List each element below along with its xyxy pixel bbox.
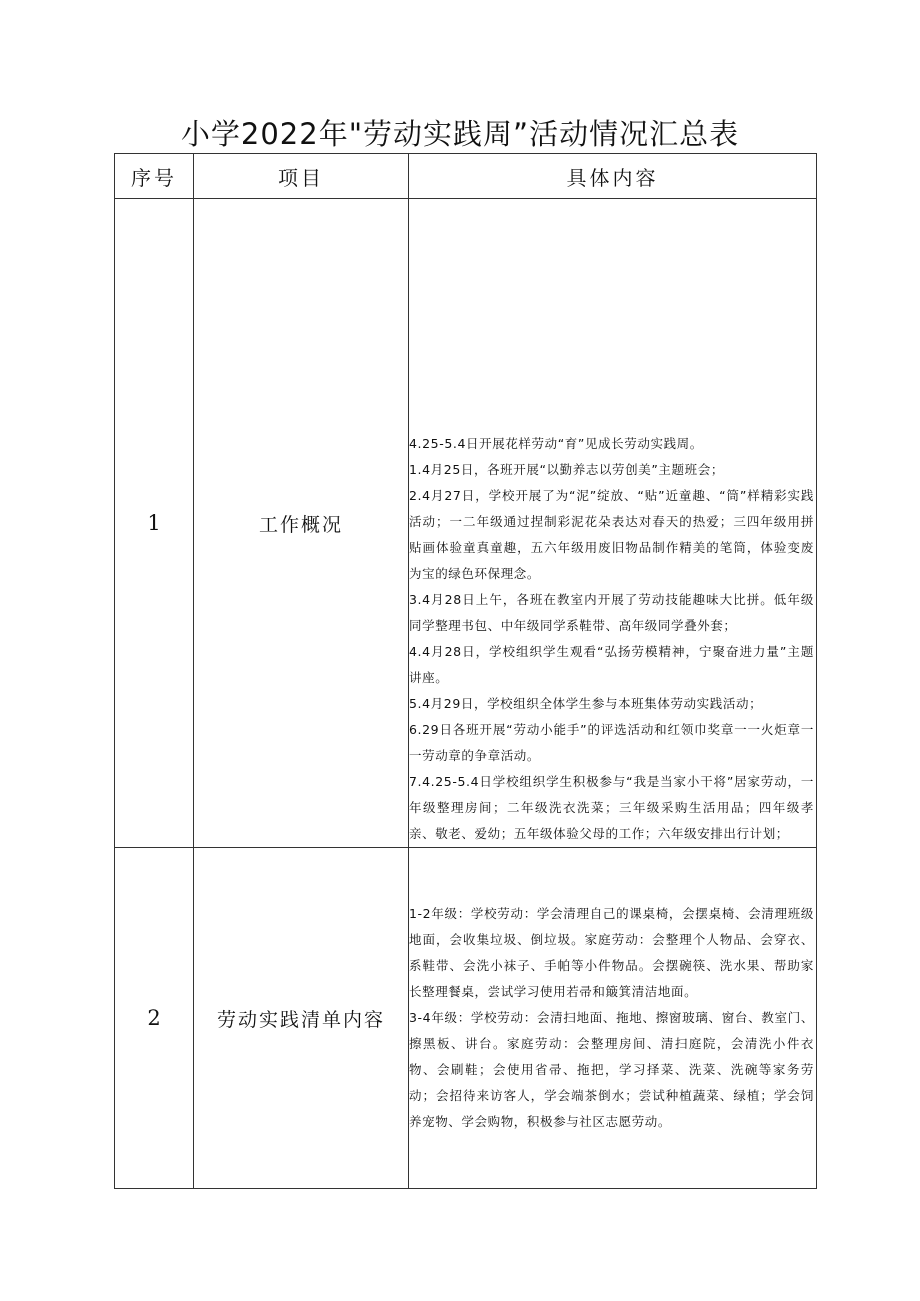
content-paragraph: 6.29日各班开展“劳动小能手”的评选活动和红领巾奖章一一火炬章一一劳动章的争章活动。 [409,722,814,763]
header-no: 序号 [115,154,194,199]
row-content [409,199,817,848]
header-item: 项目 [194,154,409,199]
content-paragraph: 3.4月28日上午，各班在教室内开展了劳动技能趣味大比拼。低年级同学整理书包、中年级同学系鞋带、高年级同学叠外套； [409,592,814,633]
content-paragraph: 3-4年级：学校劳动：会清扫地面、拖地、擦窗玻璃、窗台、教室门、擦黑板、讲台。家庭劳动：会整理房间、清扫庭院，会清洗小件衣物、会刷鞋；会使用省帚、拖把，学习择菜、洗菜、洗碗等家务劳动；会招待来访客人，学会端茶倒水；尝试种植蔬菜、绿植；学会饲养宠物、学会购物，积极参与社区志愿劳动。 [409,1010,814,1129]
content-paragraph: 2.4月27日，学校开展了为“泥”绽放、“贴”近童趣、“筒”样精彩实践活动；一二年级通过捏制彩泥花朵表达对春天的热爱；三四年级用拼贴画体验童真童趣，五六年级用废旧物品制作精美的笔筒，体验变废为宝的绿色环保理念。 [409,488,815,581]
row-number: 2 [115,848,194,1189]
content-paragraph: 1.4月25日，各班开展“以勤养志以劳创美”主题班会； [409,462,724,477]
content-paragraph: 4.25-5.4日开展花样劳动“育”见成长劳动实践周。 [409,436,703,451]
header-content: 具体内容 [409,154,817,199]
row-content [409,848,817,1189]
summary-table [114,153,817,1189]
content-paragraph: 1-2年级：学校劳动：学会清理自己的课桌椅，会摆桌椅、会清理班级地面，会收集垃圾、倒垃圾。家庭劳动：会整理个人物品、会穿衣、系鞋带、会洗小袜子、手帕等小件物品。会摆碗筷、洗水果、帮助家长整理餐桌，尝试学习使用若帚和簸箕清洁地面。 [409,906,814,999]
row-item: 劳动实践清单内容 [194,848,409,1189]
table-row [115,848,817,1189]
document-title: 小学2022年"劳动实践周”活动情况汇总表 [180,117,740,151]
content-paragraph: 4.4月28日，学校组织学生观看“弘扬劳模精神，宁聚奋进力量”主题讲座。 [409,644,814,685]
content-paragraph: 5.4月29日，学校组织全体学生参与本班集体劳动实践活动； [409,696,763,711]
row-number: 1 [115,199,194,848]
table-row [115,199,817,848]
content-paragraph: 7.4.25-5.4日学校组织学生积极参与“我是当家小干将”居家劳动，一年级整理房间；二年级洗衣洗菜；三年级采购生活用品；四年级孝亲、敬老、爱幼；五年级体验父母的工作；六年级安排出行计划； [409,774,814,841]
row-item: 工作概况 [194,199,409,848]
header-row [115,154,817,199]
